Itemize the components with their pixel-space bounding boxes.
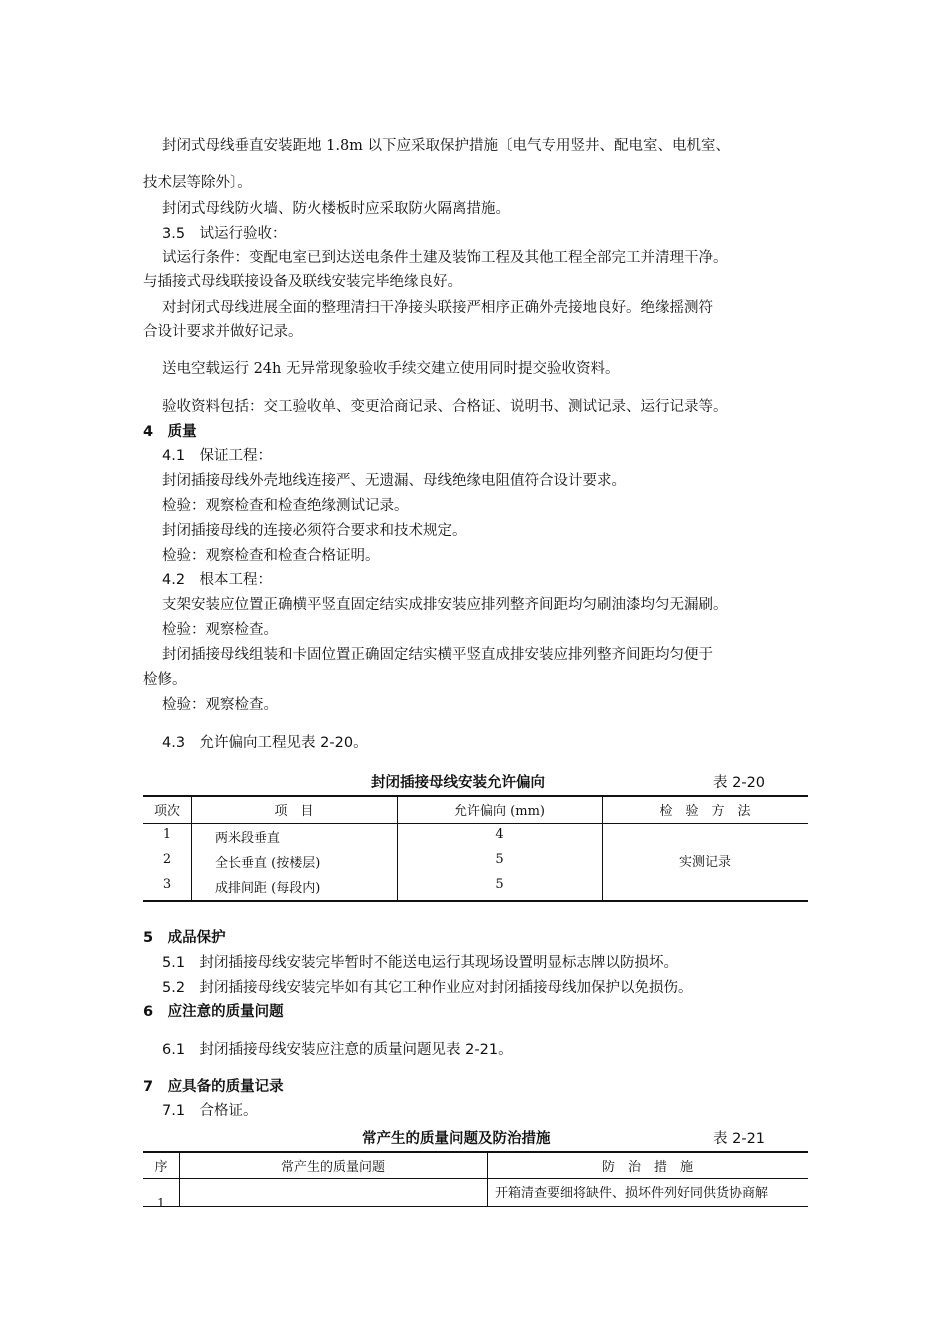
- paragraph-inspection-3: 检验：观察检查。: [162, 622, 278, 638]
- heading-5-2: 5.2 封闭插接母线安装完毕如有其它工种作业应对封闭插接母线加保护以免损伤。: [162, 980, 693, 996]
- paragraph-protection: 封闭式母线垂直安装距地 1.8m 以下应采取保护措施〔电气专用竖井、配电室、电机室、: [162, 138, 731, 154]
- table-2-21-caption: 常产生的质量问题及防治措施: [362, 1131, 551, 1147]
- heading-6-1: 6.1 封闭插接母线安装应注意的质量问题见表 2-21。: [162, 1042, 513, 1058]
- table-2-21-bottom-border: [143, 1206, 808, 1207]
- paragraph-cleaning-cont: 合设计要求并做好记录。: [143, 324, 303, 340]
- table-row-measure: 开箱清查要细将缺件、损坏件列好同供货协商解: [495, 1186, 769, 1201]
- table-row-item: 成排间距 (每段内): [215, 881, 321, 896]
- table-2-20-caption: 封闭插接母线安装允许偏向: [371, 775, 545, 791]
- table-2-21-top-border: [143, 1151, 808, 1153]
- paragraph-inspection-4: 检验：观察检查。: [162, 697, 278, 713]
- table-2-21-header-no: 序: [154, 1160, 168, 1175]
- paragraph-trial-conditions: 试运行条件：变配电室已到达送电条件土建及装饰工程及其他工程全部完工并清理干净。: [162, 250, 728, 266]
- heading-6-issues: 6 应注意的质量问题: [143, 1004, 284, 1020]
- heading-4-quality: 4 质量: [143, 424, 197, 440]
- paragraph-inspection-2: 检验：观察检查和检查合格证明。: [162, 548, 380, 564]
- table-row-no: 1: [162, 827, 172, 842]
- paragraph-bracket: 支架安装应位置正确横平竖直固定结实成排安装应排列整齐间距均匀刷油漆均匀无漏刷。: [162, 597, 728, 613]
- table-2-21-header-problem: 常产生的质量问题: [280, 1160, 385, 1175]
- table-2-21-header-measure: 防 治 措 施: [601, 1160, 693, 1175]
- paragraph-fire-isolation: 封闭式母线防火墙、防火楼板时应采取防火隔离措施。: [162, 201, 510, 217]
- paragraph-cleaning: 对封闭式母线进展全面的整理清扫干净接头联接严相序正确外壳接地良好。绝缘摇测符: [162, 300, 713, 316]
- table-2-20-header-no: 项次: [153, 804, 180, 819]
- table-2-20-top-border: [143, 795, 808, 797]
- paragraph-assembly-cont: 检修。: [143, 672, 187, 688]
- table-row-value: 5: [495, 877, 504, 892]
- table-2-21-header-border: [143, 1178, 808, 1179]
- heading-7-records: 7 应具备的质量记录: [143, 1079, 284, 1095]
- table-2-20-number: 表 2-20: [713, 775, 766, 791]
- paragraph-connection: 封闭插接母线的连接必须符合要求和技术规定。: [162, 523, 467, 539]
- heading-4-2: 4.2 根本工程：: [162, 572, 273, 588]
- heading-5-1: 5.1 封闭插接母线安装完毕暂时不能送电运行其现场设置明显标志牌以防损坏。: [162, 955, 679, 971]
- table-2-20-header-item: 项 目: [274, 804, 314, 819]
- paragraph-grounding: 封闭插接母线外壳地线连接严、无遗漏、母线绝缘电阻值符合设计要求。: [162, 473, 626, 489]
- heading-3-5: 3.5 试运行验收：: [162, 226, 287, 242]
- table-row-no: 3: [162, 877, 172, 892]
- table-2-20-header-border: [143, 823, 808, 824]
- paragraph-acceptance-docs: 验收资料包括：交工验收单、变更洽商记录、合格证、说明书、测试记录、运行记录等。: [162, 399, 728, 415]
- table-row-item: 两米段垂直: [215, 831, 281, 846]
- heading-5-protection: 5 成品保护: [143, 930, 226, 946]
- table-2-20-bottom-border: [143, 900, 808, 902]
- heading-4-3: 4.3 允许偏向工程见表 2-20。: [162, 735, 368, 751]
- table-2-20-method-value: 实测记录: [678, 855, 731, 870]
- table-row-value: 5: [495, 852, 504, 867]
- table-row-item: 全长垂直 (按楼层): [215, 856, 321, 871]
- paragraph-assembly: 封闭插接母线组装和卡固位置正确固定结实横平竖直成排安装应排列整齐间距均匀便于: [162, 647, 713, 663]
- table-2-20-header-method: 检 验 方 法: [659, 804, 751, 819]
- heading-4-1: 4.1 保证工程：: [162, 448, 273, 464]
- table-2-21-number: 表 2-21: [713, 1131, 766, 1147]
- table-2-20-header-value: 允许偏向 (mm): [454, 804, 545, 819]
- paragraph-protection-cont: 技术层等除外〕。: [143, 175, 252, 191]
- paragraph-no-load-run: 送电空载运行 24h 无异常现象验收手续交建立使用同时提交验收资料。: [162, 361, 620, 377]
- table-row-value: 4: [495, 827, 504, 842]
- heading-7-1: 7.1 合格证。: [162, 1103, 258, 1119]
- table-row-no: 1: [157, 1196, 165, 1210]
- paragraph-inspection-1: 检验：观察检查和检查绝缘测试记录。: [162, 498, 409, 514]
- table-row-no: 2: [162, 852, 172, 867]
- paragraph-trial-conditions-cont: 与插接式母线联接设备及联线安装完毕绝缘良好。: [143, 274, 462, 290]
